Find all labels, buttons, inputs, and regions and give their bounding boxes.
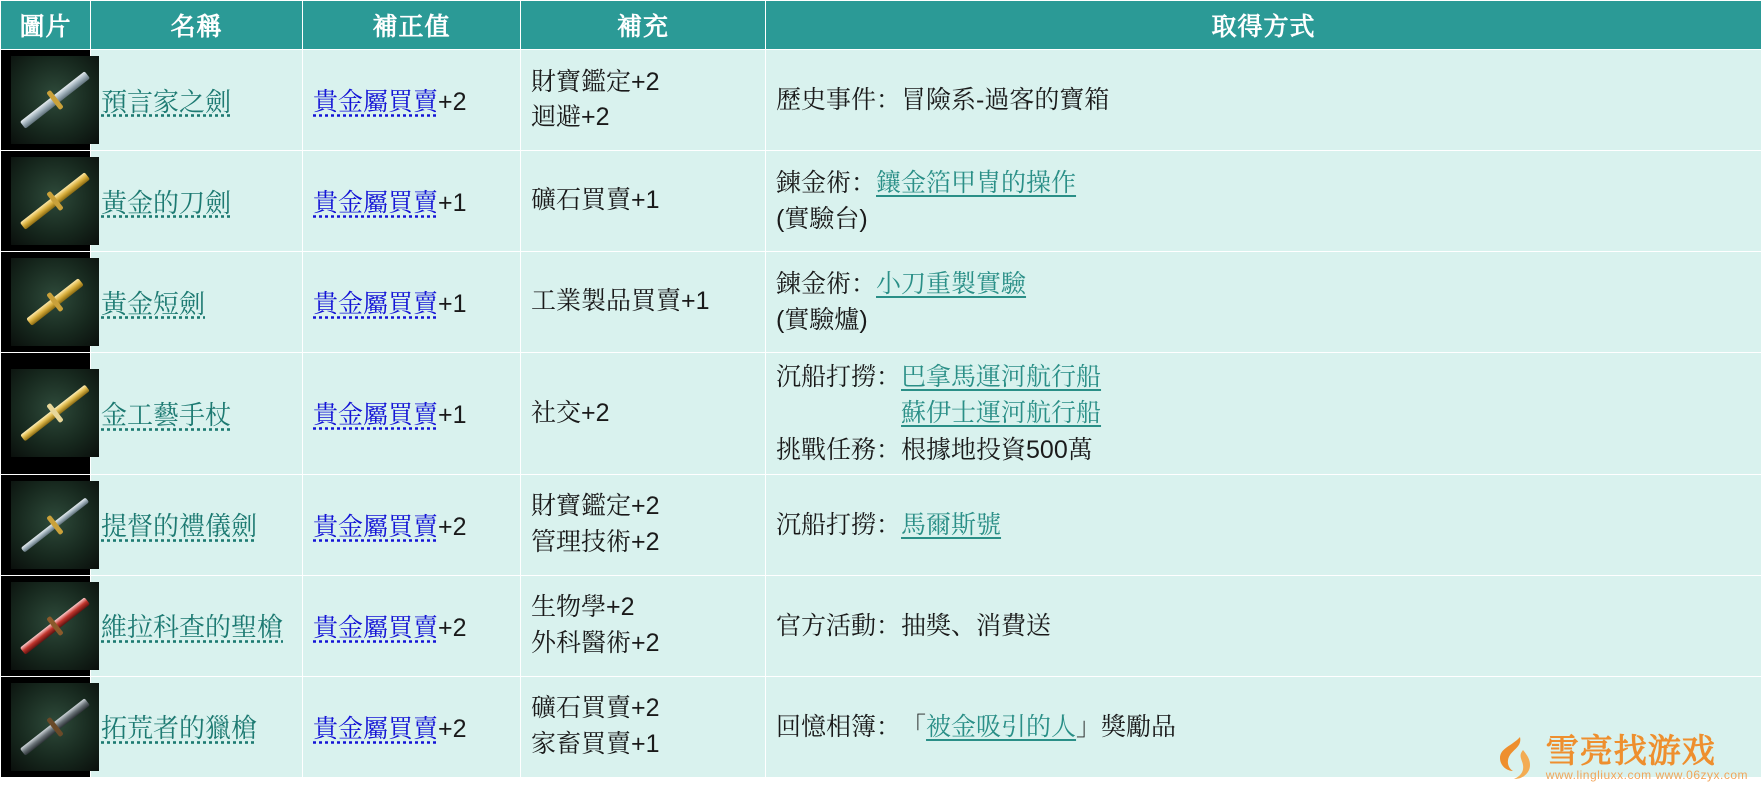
extra-line: 財寶鑑定+2 [531, 67, 660, 96]
item-image-cell [1, 575, 91, 676]
item-image-cell [1, 151, 91, 252]
staff-gold-icon [11, 369, 99, 457]
source-line [776, 608, 1751, 644]
source-label: 挑戰任務： [776, 435, 902, 464]
source-suffix: 」獎勵品 [1076, 712, 1177, 741]
extra-line: 礦石買賣+2 [531, 694, 660, 723]
table-row [1, 151, 1762, 252]
source-label: 官方活動： [776, 611, 902, 640]
item-source-cell [766, 353, 1762, 475]
source-link[interactable]: 被金吸引的人 [926, 712, 1077, 741]
item-extra-cell [521, 353, 766, 475]
item-name-cell [91, 252, 303, 353]
source-line [776, 302, 1751, 338]
bonus-skill-link[interactable]: 貴金屬買賣 [313, 401, 439, 430]
item-source-cell [766, 575, 1762, 676]
item-name-cell [91, 353, 303, 475]
extra-line: 迴避+2 [531, 103, 610, 131]
table-row [1, 252, 1762, 353]
source-prefix: 「 [901, 712, 927, 741]
item-name-link[interactable]: 黃金短劍 [101, 288, 206, 319]
source-value: (實驗爐) [776, 306, 868, 334]
item-extra-cell [521, 474, 766, 575]
item-extra-cell [521, 252, 766, 353]
source-value: 根據地投資500萬 [901, 435, 1093, 464]
extra-line: 外科醫術+2 [531, 628, 660, 657]
item-name-link[interactable]: 金工藝手杖 [101, 399, 232, 430]
table-header-row [1, 1, 1762, 50]
item-image-cell [1, 252, 91, 353]
item-image-cell [1, 50, 91, 151]
dagger-gold-icon [11, 258, 99, 346]
watermark-title: 雪亮找游戏 [1545, 732, 1716, 770]
bonus-skill-link[interactable]: 貴金屬買賣 [313, 290, 439, 318]
source-line [776, 709, 1751, 745]
item-bonus-cell [303, 353, 521, 475]
item-name-cell [91, 676, 303, 777]
item-bonus-cell [303, 474, 521, 575]
source-line [776, 432, 1751, 468]
table-row [1, 50, 1762, 151]
table-row [1, 676, 1762, 777]
item-bonus-cell [303, 252, 521, 353]
rapier-silver-icon [11, 481, 99, 569]
bonus-value: +2 [438, 512, 467, 541]
bonus-skill-link[interactable]: 貴金屬買賣 [313, 189, 439, 217]
source-label: 鍊金術： [776, 269, 877, 298]
source-link[interactable]: 巴拿馬運河航行船 [901, 363, 1102, 391]
source-line [776, 359, 1751, 395]
bonus-skill-link[interactable]: 貴金屬買賣 [313, 714, 439, 743]
sword-gold-icon [11, 157, 99, 245]
item-name-link[interactable]: 提督的禮儀劍 [101, 511, 258, 542]
column-header-bonus: 補正值 [303, 1, 521, 50]
table-body [1, 50, 1762, 778]
bonus-value: +1 [438, 401, 467, 430]
item-name-cell [91, 151, 303, 252]
source-line [776, 395, 1751, 431]
source-link[interactable]: 鑲金箔甲冑的操作 [876, 168, 1077, 197]
extra-line: 管理技術+2 [531, 527, 660, 556]
source-value: 抽獎、消費送 [901, 611, 1052, 640]
item-bonus-cell [303, 575, 521, 676]
item-source-cell [766, 676, 1762, 777]
item-image-cell [1, 474, 91, 575]
bonus-skill-link[interactable]: 貴金屬買賣 [313, 88, 439, 116]
source-label: 沉船打撈： [776, 363, 902, 391]
extra-line: 社交+2 [531, 398, 610, 427]
item-name-link[interactable]: 拓荒者的獵槍 [101, 713, 258, 744]
column-header-extra: 補充 [521, 1, 766, 50]
source-label: 沉船打撈： [776, 510, 902, 539]
spear-dark-icon [11, 683, 99, 771]
table-row [1, 575, 1762, 676]
item-name-cell [91, 50, 303, 151]
spear-red-icon [11, 582, 99, 670]
column-header-image: 圖片 [1, 1, 91, 50]
item-bonus-cell [303, 151, 521, 252]
source-line [776, 266, 1751, 302]
source-label: 鍊金術： [776, 168, 877, 197]
item-bonus-cell [303, 50, 521, 151]
bonus-value: +2 [438, 88, 467, 116]
item-source-cell [766, 50, 1762, 151]
extra-line: 家畜買賣+1 [531, 729, 660, 758]
item-image-cell [1, 353, 91, 475]
item-name-cell [91, 474, 303, 575]
source-link[interactable]: 馬爾斯號 [901, 510, 1002, 539]
source-value: 冒險系-過客的寶箱 [901, 85, 1110, 114]
source-line [776, 201, 1751, 237]
source-label: 歷史事件： [776, 85, 902, 114]
item-name-link[interactable]: 維拉科查的聖槍 [101, 612, 284, 643]
bonus-value: +1 [438, 189, 467, 217]
item-extra-cell [521, 50, 766, 151]
column-header-source: 取得方式 [766, 1, 1762, 50]
bonus-skill-link[interactable]: 貴金屬買賣 [313, 613, 439, 642]
source-label: 回憶相簿： [776, 712, 902, 741]
source-value: (實驗台) [776, 205, 868, 233]
bonus-skill-link[interactable]: 貴金屬買賣 [313, 512, 439, 541]
item-extra-cell [521, 151, 766, 252]
item-source-cell [766, 252, 1762, 353]
bonus-value: +1 [438, 290, 467, 318]
extra-line: 礦石買賣+1 [531, 186, 660, 215]
item-name-cell [91, 575, 303, 676]
item-source-cell [766, 151, 1762, 252]
bonus-value: +2 [438, 714, 467, 743]
sword-silver-icon [11, 56, 99, 144]
extra-line: 財寶鑑定+2 [531, 492, 660, 521]
item-name-link[interactable]: 預言家之劍 [101, 86, 232, 117]
item-extra-cell [521, 676, 766, 777]
item-image-cell [1, 676, 91, 777]
watermark-subtitle: www.lingliuxx.com www.06zyx.com [1545, 768, 1748, 783]
item-name-link[interactable]: 黃金的刀劍 [101, 187, 232, 218]
table-row [1, 474, 1762, 575]
column-header-name: 名稱 [91, 1, 303, 50]
item-extra-cell [521, 575, 766, 676]
extra-line: 生物學+2 [531, 593, 635, 622]
item-source-cell [766, 474, 1762, 575]
item-bonus-cell [303, 676, 521, 777]
source-line [776, 165, 1751, 201]
source-line [776, 82, 1751, 118]
extra-line: 工業製品買賣+1 [531, 287, 710, 316]
source-link[interactable]: 蘇伊士運河航行船 [901, 399, 1102, 428]
table-row [1, 353, 1762, 475]
source-line [776, 507, 1751, 543]
source-link[interactable]: 小刀重製實驗 [876, 269, 1027, 298]
bonus-value: +2 [438, 613, 467, 642]
